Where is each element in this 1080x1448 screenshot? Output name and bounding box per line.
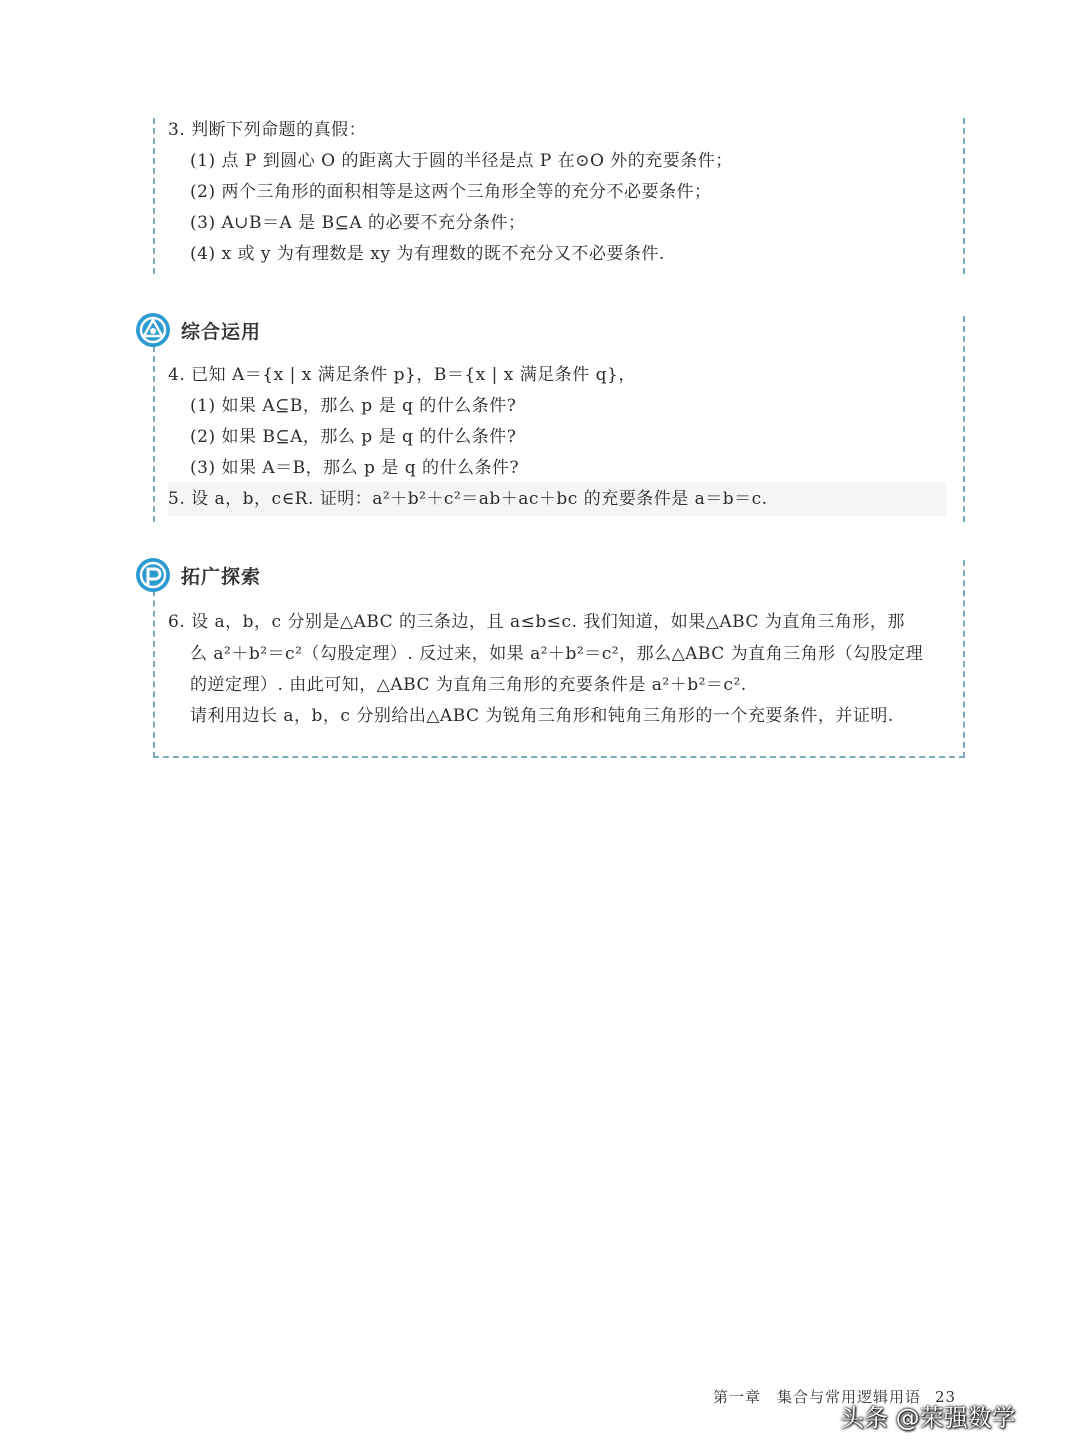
problem-6-line-1: 6. 设 a，b，c 分别是△ABC 的三条边，且 a≤b≤c. 我们知道，如果△ABC 为直角三角形，那: [168, 612, 905, 632]
section-comprehensive-title: 综合运用: [181, 320, 262, 343]
problem-6-line-3: 的逆定理）. 由此可知，△ABC 为直角三角形的充要条件是 a²＋b²＝c².: [190, 675, 747, 695]
problem-4-item-2: (2) 如果 B⊆A，那么 p 是 q 的什么条件?: [190, 427, 517, 447]
problem-3-item-4: (4) x 或 y 为有理数是 xy 为有理数的既不充分又不必要条件.: [190, 244, 665, 264]
problem-3-item-1: (1) 点 P 到圆心 O 的距离大于圆的半径是点 P 在⊙O 外的充要条件；: [190, 151, 733, 171]
section-explore-header: [135, 557, 261, 593]
problem-3-stem: 3. 判断下列命题的真假：: [168, 120, 367, 140]
footer-chapter: 第一章 集合与常用逻辑用语: [713, 1388, 922, 1406]
page-number: 23: [935, 1388, 957, 1406]
problem-3-item-3: (3) A∪B＝A 是 B⊆A 的必要不充分条件；: [190, 213, 526, 233]
problem-4-item-1: (1) 如果 A⊆B，那么 p 是 q 的什么条件?: [190, 396, 517, 416]
p-circle-icon: [135, 557, 171, 593]
triangle-circle-icon: [135, 312, 171, 348]
problem-4-item-3: (3) 如果 A＝B，那么 p 是 q 的什么条件?: [190, 458, 520, 478]
watermark: 头条 @荣强数学: [840, 1404, 1016, 1432]
problem-3-item-2: (2) 两个三角形的面积相等是这两个三角形全等的充分不必要条件；: [190, 182, 712, 202]
problem-6-line-4: 请利用边长 a，b，c 分别给出△ABC 为锐角三角形和钝角三角形的一个充要条件，并证明.: [190, 706, 894, 726]
section-explore-title: 拓广探索: [181, 565, 262, 588]
problem-5-text: 5. 设 a，b，c∈R. 证明：a²＋b²＋c²＝ab＋ac＋bc 的充要条件是 a＝b＝c.: [168, 489, 768, 509]
problem-4-stem: 4. 已知 A＝{x | x 满足条件 p}，B＝{x | x 满足条件 q}，: [168, 365, 636, 385]
problem-6-line-2: 么 a²＋b²＝c²（勾股定理）. 反过来，如果 a²＋b²＝c²，那么△ABC 为直角三角形（勾股定理: [190, 644, 924, 664]
section-comprehensive-header: [135, 312, 261, 348]
